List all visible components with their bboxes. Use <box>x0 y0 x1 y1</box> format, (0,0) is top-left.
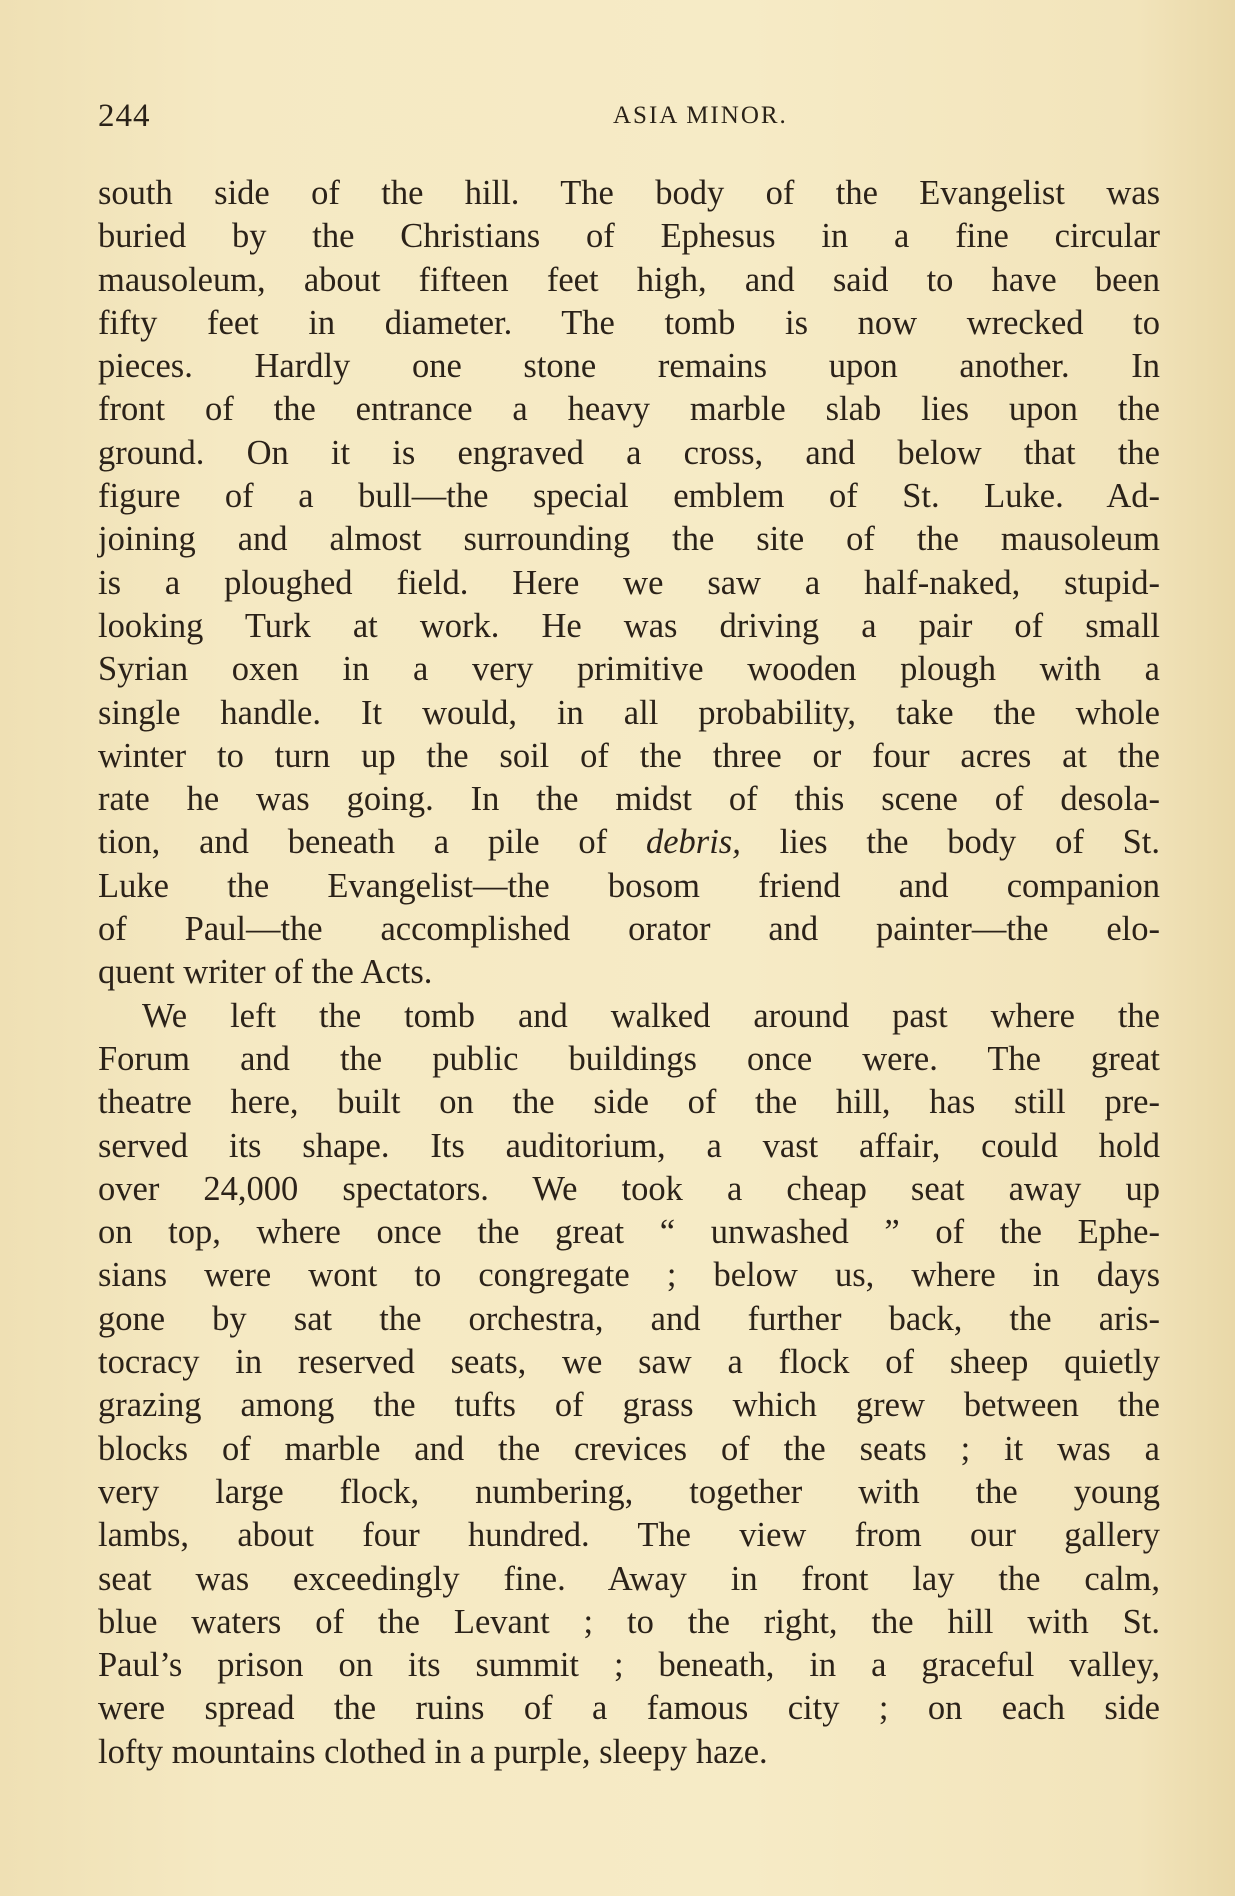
text-line: lambs, about four hundred. The view from our gallery <box>98 1516 1160 1555</box>
text-line: is a ploughed field. Here we saw a half-naked, stupid- <box>98 563 1160 602</box>
text-line: rate he was going. In the midst of this scene of desola- <box>98 780 1160 819</box>
paragraph-end-line: lofty mountains clothed in a purple, sleepy haze. <box>98 1732 768 1771</box>
text-line: looking Turk at work. He was driving a pair of small <box>98 606 1160 645</box>
text-segment: lies the body of St. <box>740 823 1160 862</box>
text-line: seat was exceedingly fine. Away in front lay the calm, <box>98 1559 1160 1598</box>
text-line: front of the entrance a heavy marble slab lies upon the <box>98 390 1160 429</box>
text-line: winter to turn up the soil of the three or four acres at the <box>98 736 1160 775</box>
text-line: blue waters of the Levant ; to the right, the hill with St. <box>98 1602 1160 1641</box>
italic-word-debris: debris, <box>645 823 741 862</box>
text-line: joining and almost surrounding the site of the mausoleum <box>98 520 1160 559</box>
text-line: mausoleum, about fifteen feet high, and said to have been <box>98 260 1160 299</box>
text-line-with-italic <box>98 821 1160 864</box>
page-header <box>98 98 1158 138</box>
text-line: grazing among the tufts of grass which grew between the <box>98 1386 1160 1425</box>
text-line: over 24,000 spectators. We took a cheap seat away up <box>98 1169 1160 1208</box>
text-line: south side of the hill. The body of the Evangelist was <box>98 174 1160 212</box>
text-line: ground. On it is engraved a cross, and below that the <box>98 433 1160 472</box>
paragraph-end-line: quent writer of the Acts. <box>98 953 433 992</box>
text-segment: tion, and beneath a pile of <box>98 823 646 862</box>
text-line: Syrian oxen in a very primitive wooden plough with a <box>98 650 1160 689</box>
text-line: Paul’s prison on its summit ; beneath, in a graceful valley, <box>98 1646 1160 1685</box>
text-line: gone by sat the orchestra, and further back, the aris- <box>98 1299 1160 1338</box>
text-line: sians were wont to congregate ; below us, where in days <box>98 1256 1160 1295</box>
page-number: 244 <box>98 98 151 134</box>
text-line: single handle. It would, in all probability, take the whole <box>98 693 1160 732</box>
text-line: very large flock, numbering, together with the young <box>98 1472 1160 1511</box>
paragraph-start-line: We left the tomb and walked around past where the <box>142 996 1160 1035</box>
text-line: Forum and the public buildings once were. The great <box>98 1039 1160 1078</box>
text-line: buried by the Christians of Ephesus in a fine circular <box>98 217 1160 256</box>
running-head: ASIA MINOR. <box>613 102 788 129</box>
text-line: tocracy in reserved seats, we saw a flock of sheep quietly <box>98 1343 1160 1382</box>
text-line: of Paul—the accomplished orator and painter—the elo- <box>98 910 1160 949</box>
text-line: figure of a bull—the special emblem of St. Luke. Ad- <box>98 477 1160 516</box>
text-line: Luke the Evangelist—the bosom friend and companion <box>98 866 1160 905</box>
text-line: were spread the ruins of a famous city ; on each side <box>98 1689 1160 1728</box>
text-line: blocks of marble and the crevices of the seats ; it was a <box>98 1429 1160 1468</box>
body-text <box>98 172 1160 1774</box>
text-line: theatre here, built on the side of the hill, has still pre- <box>98 1083 1160 1122</box>
text-line: on top, where once the great “ unwashed ” of the Ephe- <box>98 1213 1160 1252</box>
text-line: served its shape. Its auditorium, a vast affair, could hold <box>98 1126 1160 1165</box>
text-line: pieces. Hardly one stone remains upon another. In <box>98 347 1160 386</box>
text-line: fifty feet in diameter. The tomb is now wrecked to <box>98 303 1160 342</box>
